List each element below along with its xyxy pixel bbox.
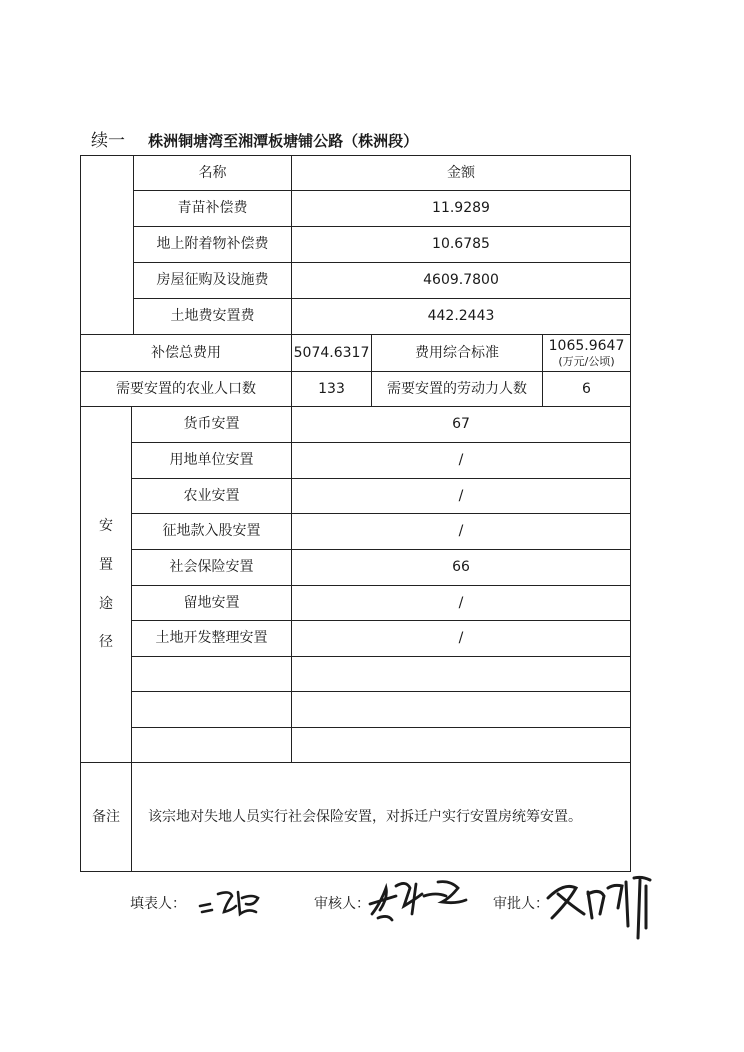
filler-signature: [196, 884, 268, 920]
cost-standard-cell: [543, 335, 630, 371]
document-title: [91, 126, 418, 151]
resettlement-row-value: /: [458, 523, 464, 540]
resettlement-row-name: 货币安置: [183, 416, 240, 433]
cost-standard-unit: (万元/公顷): [558, 354, 615, 368]
resettlement-label-char: 置: [99, 556, 113, 573]
resettlement-row-value: /: [458, 594, 464, 611]
resettlement-row-name: 征地款入股安置: [162, 523, 261, 540]
reviewer-label: 审核人：: [314, 896, 370, 912]
compensation-row-amount: 10.6785: [432, 236, 490, 253]
labor-count-label: 需要安置的劳动力人数: [387, 380, 527, 397]
header-name: 名称: [198, 164, 227, 181]
resettlement-row-value: [292, 728, 630, 762]
resettlement-row-value: 67: [452, 416, 470, 433]
reviewer-signature: [366, 874, 476, 924]
title-name: 株洲铜塘湾至湘潭板塘铺公路（株洲段）: [148, 132, 419, 150]
cost-standard-value: 1065.9647: [548, 338, 625, 354]
total-cost-label: 补偿总费用: [151, 344, 221, 361]
resettlement-row-name: [132, 728, 291, 762]
resettlement-row-name: 用地单位安置: [169, 452, 254, 469]
resettlement-row-name: 农业安置: [183, 487, 240, 504]
agri-population-value: 133: [318, 380, 345, 397]
header-amount: 金额: [447, 164, 475, 181]
compensation-row-name: 房屋征购及设施费: [156, 272, 269, 289]
approver-label: 审批人：: [493, 896, 549, 912]
total-cost-value: 5074.6317: [293, 344, 370, 361]
resettlement-label-char: 安: [99, 517, 113, 534]
resettlement-row-value: [292, 692, 630, 727]
resettlement-row-value: [292, 657, 630, 691]
resettlement-row-name: 留地安置: [183, 594, 240, 611]
resettlement-row-value: 66: [452, 559, 470, 576]
resettlement-row-name: 社会保险安置: [169, 559, 254, 576]
agri-population-label: 需要安置的农业人口数: [116, 380, 256, 397]
remark-label: 备注: [92, 808, 120, 825]
title-prefix: 续一: [91, 131, 125, 151]
compensation-row-name: 地上附着物补偿费: [156, 236, 269, 253]
resettlement-label: [81, 407, 131, 762]
compensation-row-name: 青苗补偿费: [177, 200, 248, 217]
labor-count-value: 6: [582, 380, 591, 397]
resettlement-row-value: /: [458, 452, 464, 469]
resettlement-label-char: 径: [99, 634, 113, 651]
filler-label: 填表人：: [130, 896, 186, 912]
compensation-row-amount: 4609.7800: [423, 272, 499, 289]
compensation-row-name: 土地费安置费: [170, 308, 255, 325]
compensation-row-amount: 11.9289: [432, 200, 490, 217]
resettlement-row-name: [132, 657, 291, 691]
cost-standard-label: 费用综合标准: [415, 344, 499, 361]
resettlement-label-char: 途: [99, 595, 113, 612]
compensation-row-amount: 442.2443: [427, 308, 495, 325]
resettlement-row-value: /: [458, 630, 464, 647]
remark-text: 该宗地对失地人员实行社会保险安置，对拆迁户实行安置房统筹安置。: [148, 808, 582, 825]
resettlement-row-name: [132, 692, 291, 727]
resettlement-row-value: /: [458, 487, 464, 504]
resettlement-row-name: 土地开发整理安置: [155, 630, 268, 647]
approver-signature: [542, 868, 660, 944]
